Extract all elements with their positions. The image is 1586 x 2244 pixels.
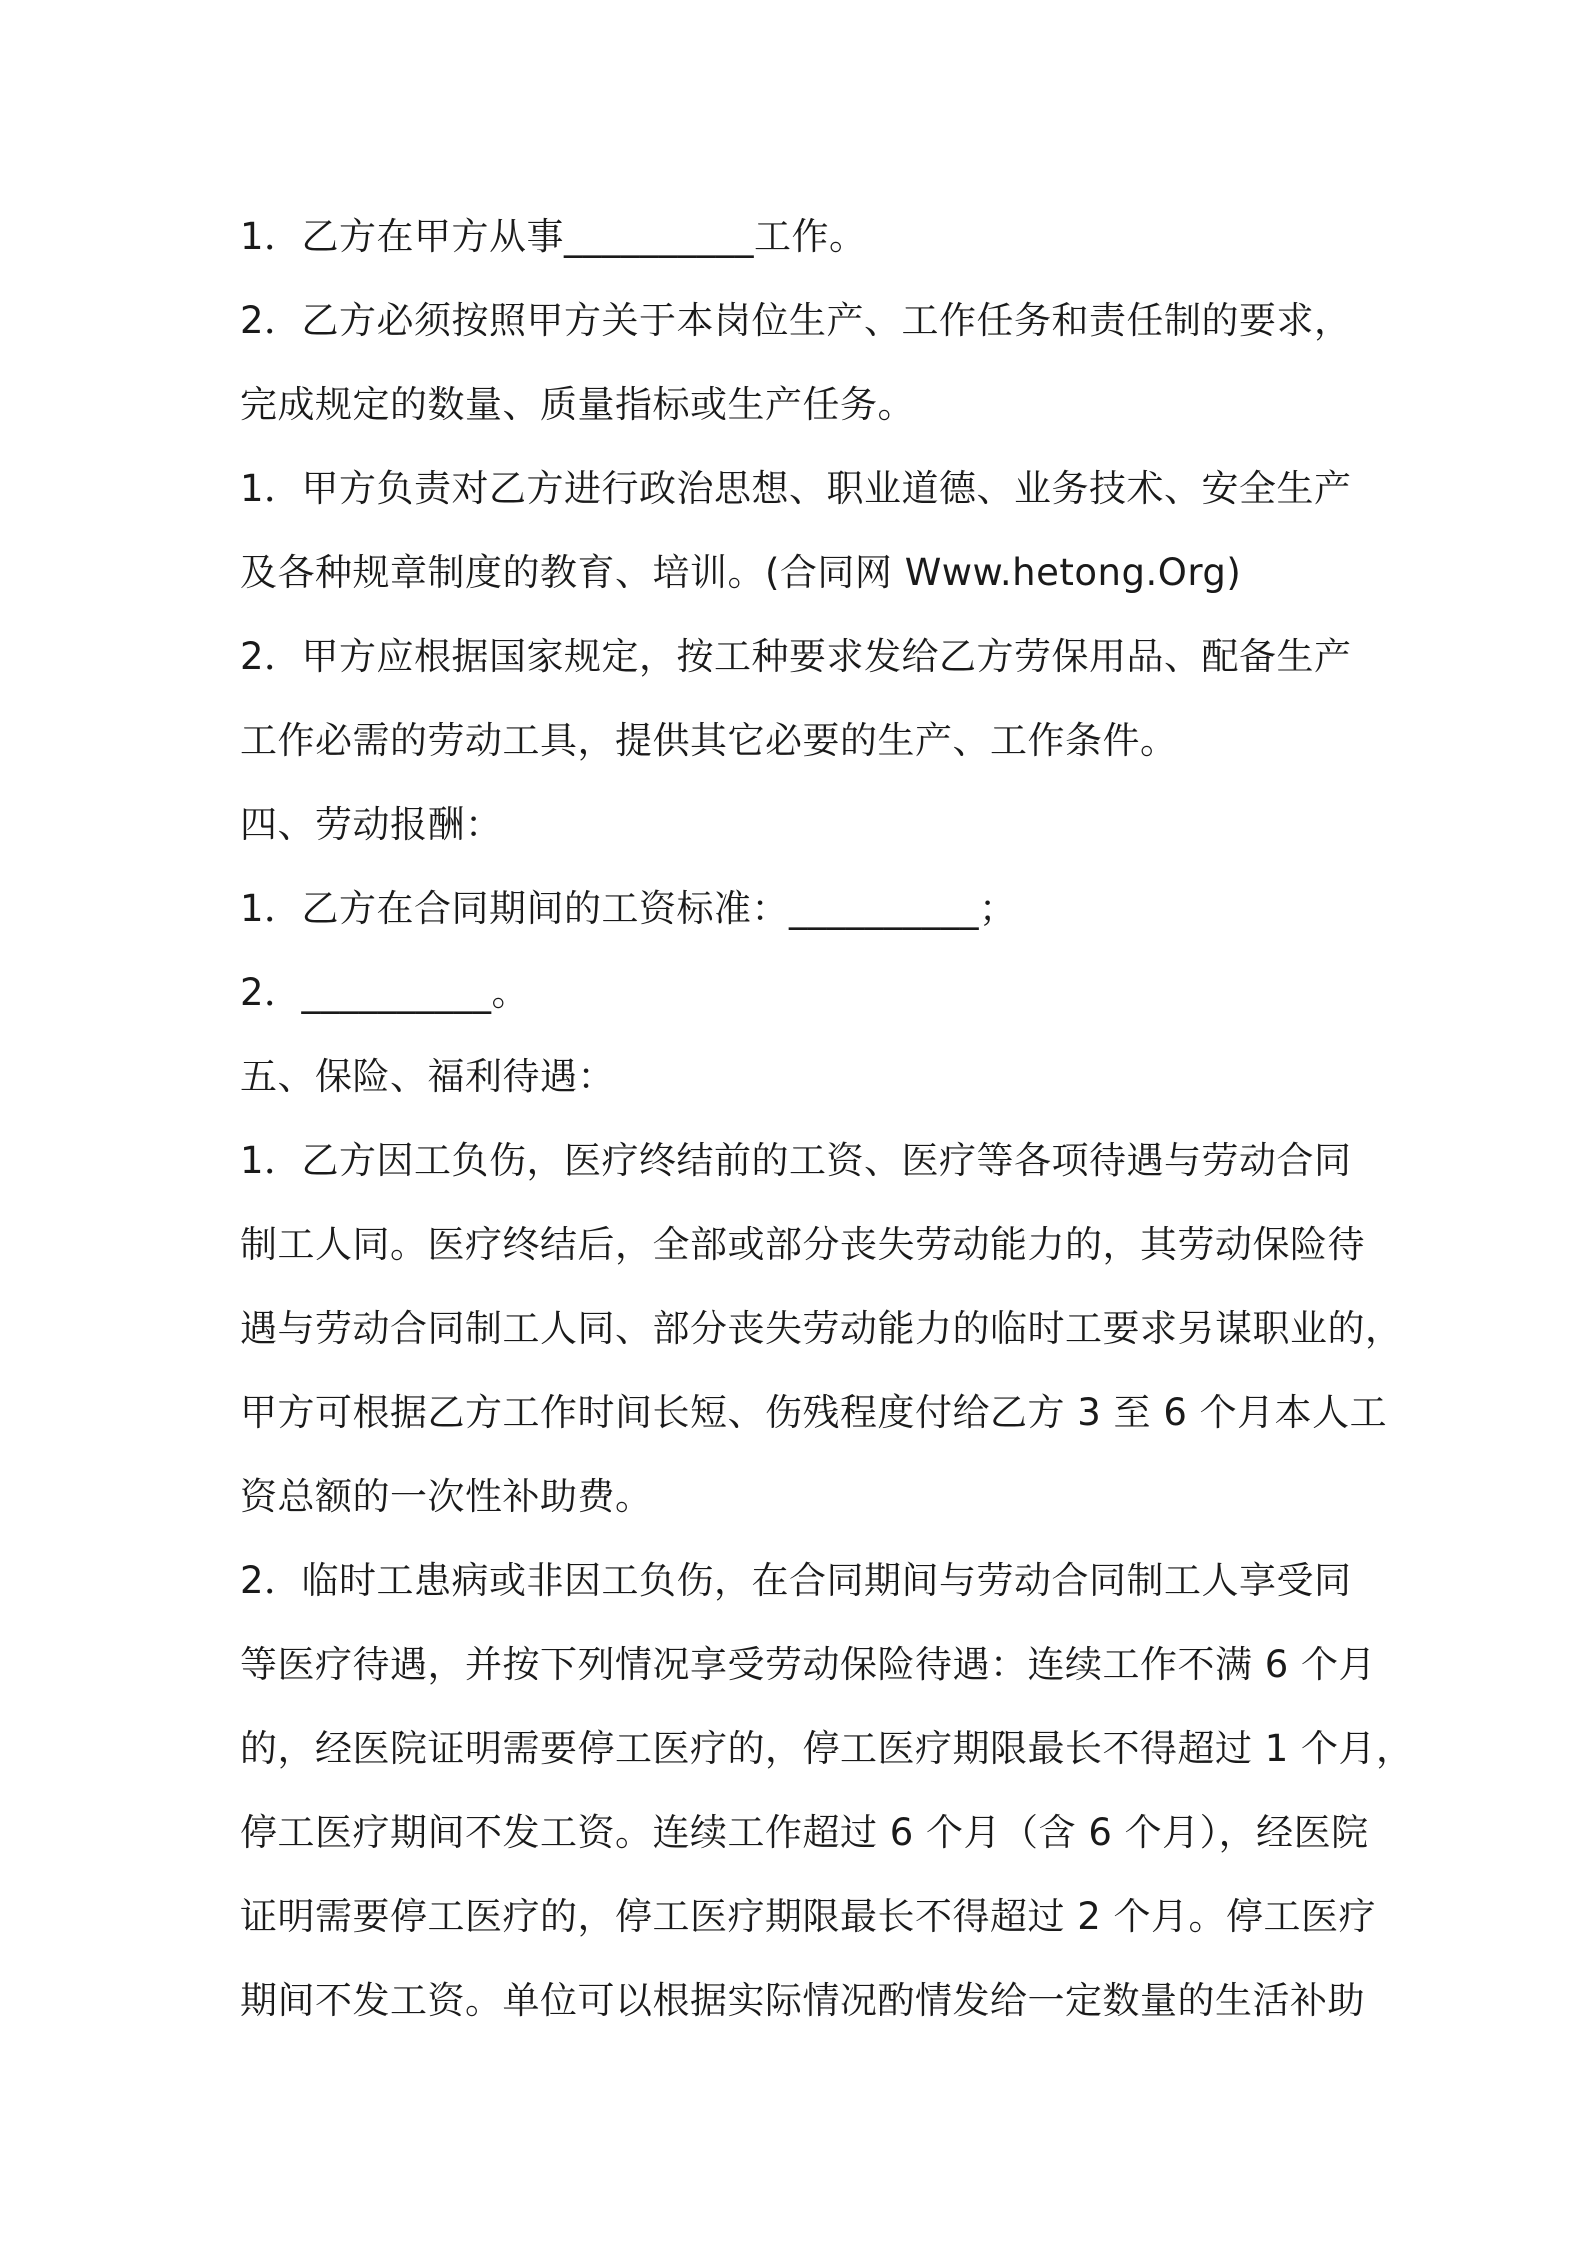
text-line: 证明需要停工医疗的，停工医疗期限最长不得超过 2 个月。停工医疗 <box>240 1895 1377 1938</box>
text-line: 工作必需的劳动工具，提供其它必要的生产、工作条件。 <box>240 719 1178 762</box>
text-line: 期间不发工资。单位可以根据实际情况酌情发给一定数量的生活补助 <box>240 1979 1365 2022</box>
text-line: 等医疗待遇，并按下列情况享受劳动保险待遇：连续工作不满 6 个月 <box>240 1643 1377 1686</box>
section-heading-insurance: 五、保险、福利待遇： <box>240 1055 615 1098</box>
text-line: 2．__________。 <box>240 971 530 1014</box>
text-line: 1．乙方在合同期间的工资标准：__________； <box>240 887 1017 930</box>
text-line: 2．甲方应根据国家规定，按工种要求发给乙方劳保用品、配备生产 <box>240 635 1352 678</box>
section-heading-remuneration: 四、劳动报酬： <box>240 803 503 846</box>
text-line: 2．临时工患病或非因工负伤，在合同期间与劳动合同制工人享受同 <box>240 1559 1352 1602</box>
text-line: 1．乙方因工负伤，医疗终结前的工资、医疗等各项待遇与劳动合同 <box>240 1139 1352 1182</box>
text-line: 及各种规章制度的教育、培训。(合同网 Www.hetong.Org) <box>240 551 1242 594</box>
text-line: 2．乙方必须按照甲方关于本岗位生产、工作任务和责任制的要求， <box>240 299 1352 342</box>
document-body <box>240 195 1414 2043</box>
text-line: 制工人同。医疗终结后，全部或部分丧失劳动能力的，其劳动保险待 <box>240 1223 1365 1266</box>
text-line: 甲方可根据乙方工作时间长短、伤残程度付给乙方 3 至 6 个月本人工 <box>240 1391 1388 1434</box>
text-line: 停工医疗期间不发工资。连续工作超过 6 个月（含 6 个月），经医院 <box>240 1811 1369 1854</box>
text-line: 1．甲方负责对乙方进行政治思想、职业道德、业务技术、安全生产 <box>240 467 1352 510</box>
text-line: 资总额的一次性补助费。 <box>240 1475 653 1518</box>
text-line: 完成规定的数量、质量指标或生产任务。 <box>240 383 915 426</box>
text-line: 1．乙方在甲方从事__________工作。 <box>240 215 867 258</box>
text-line: 遇与劳动合同制工人同、部分丧失劳动能力的临时工要求另谋职业的， <box>240 1307 1403 1350</box>
text-line: 的，经医院证明需要停工医疗的，停工医疗期限最长不得超过 1 个月， <box>240 1727 1414 1770</box>
